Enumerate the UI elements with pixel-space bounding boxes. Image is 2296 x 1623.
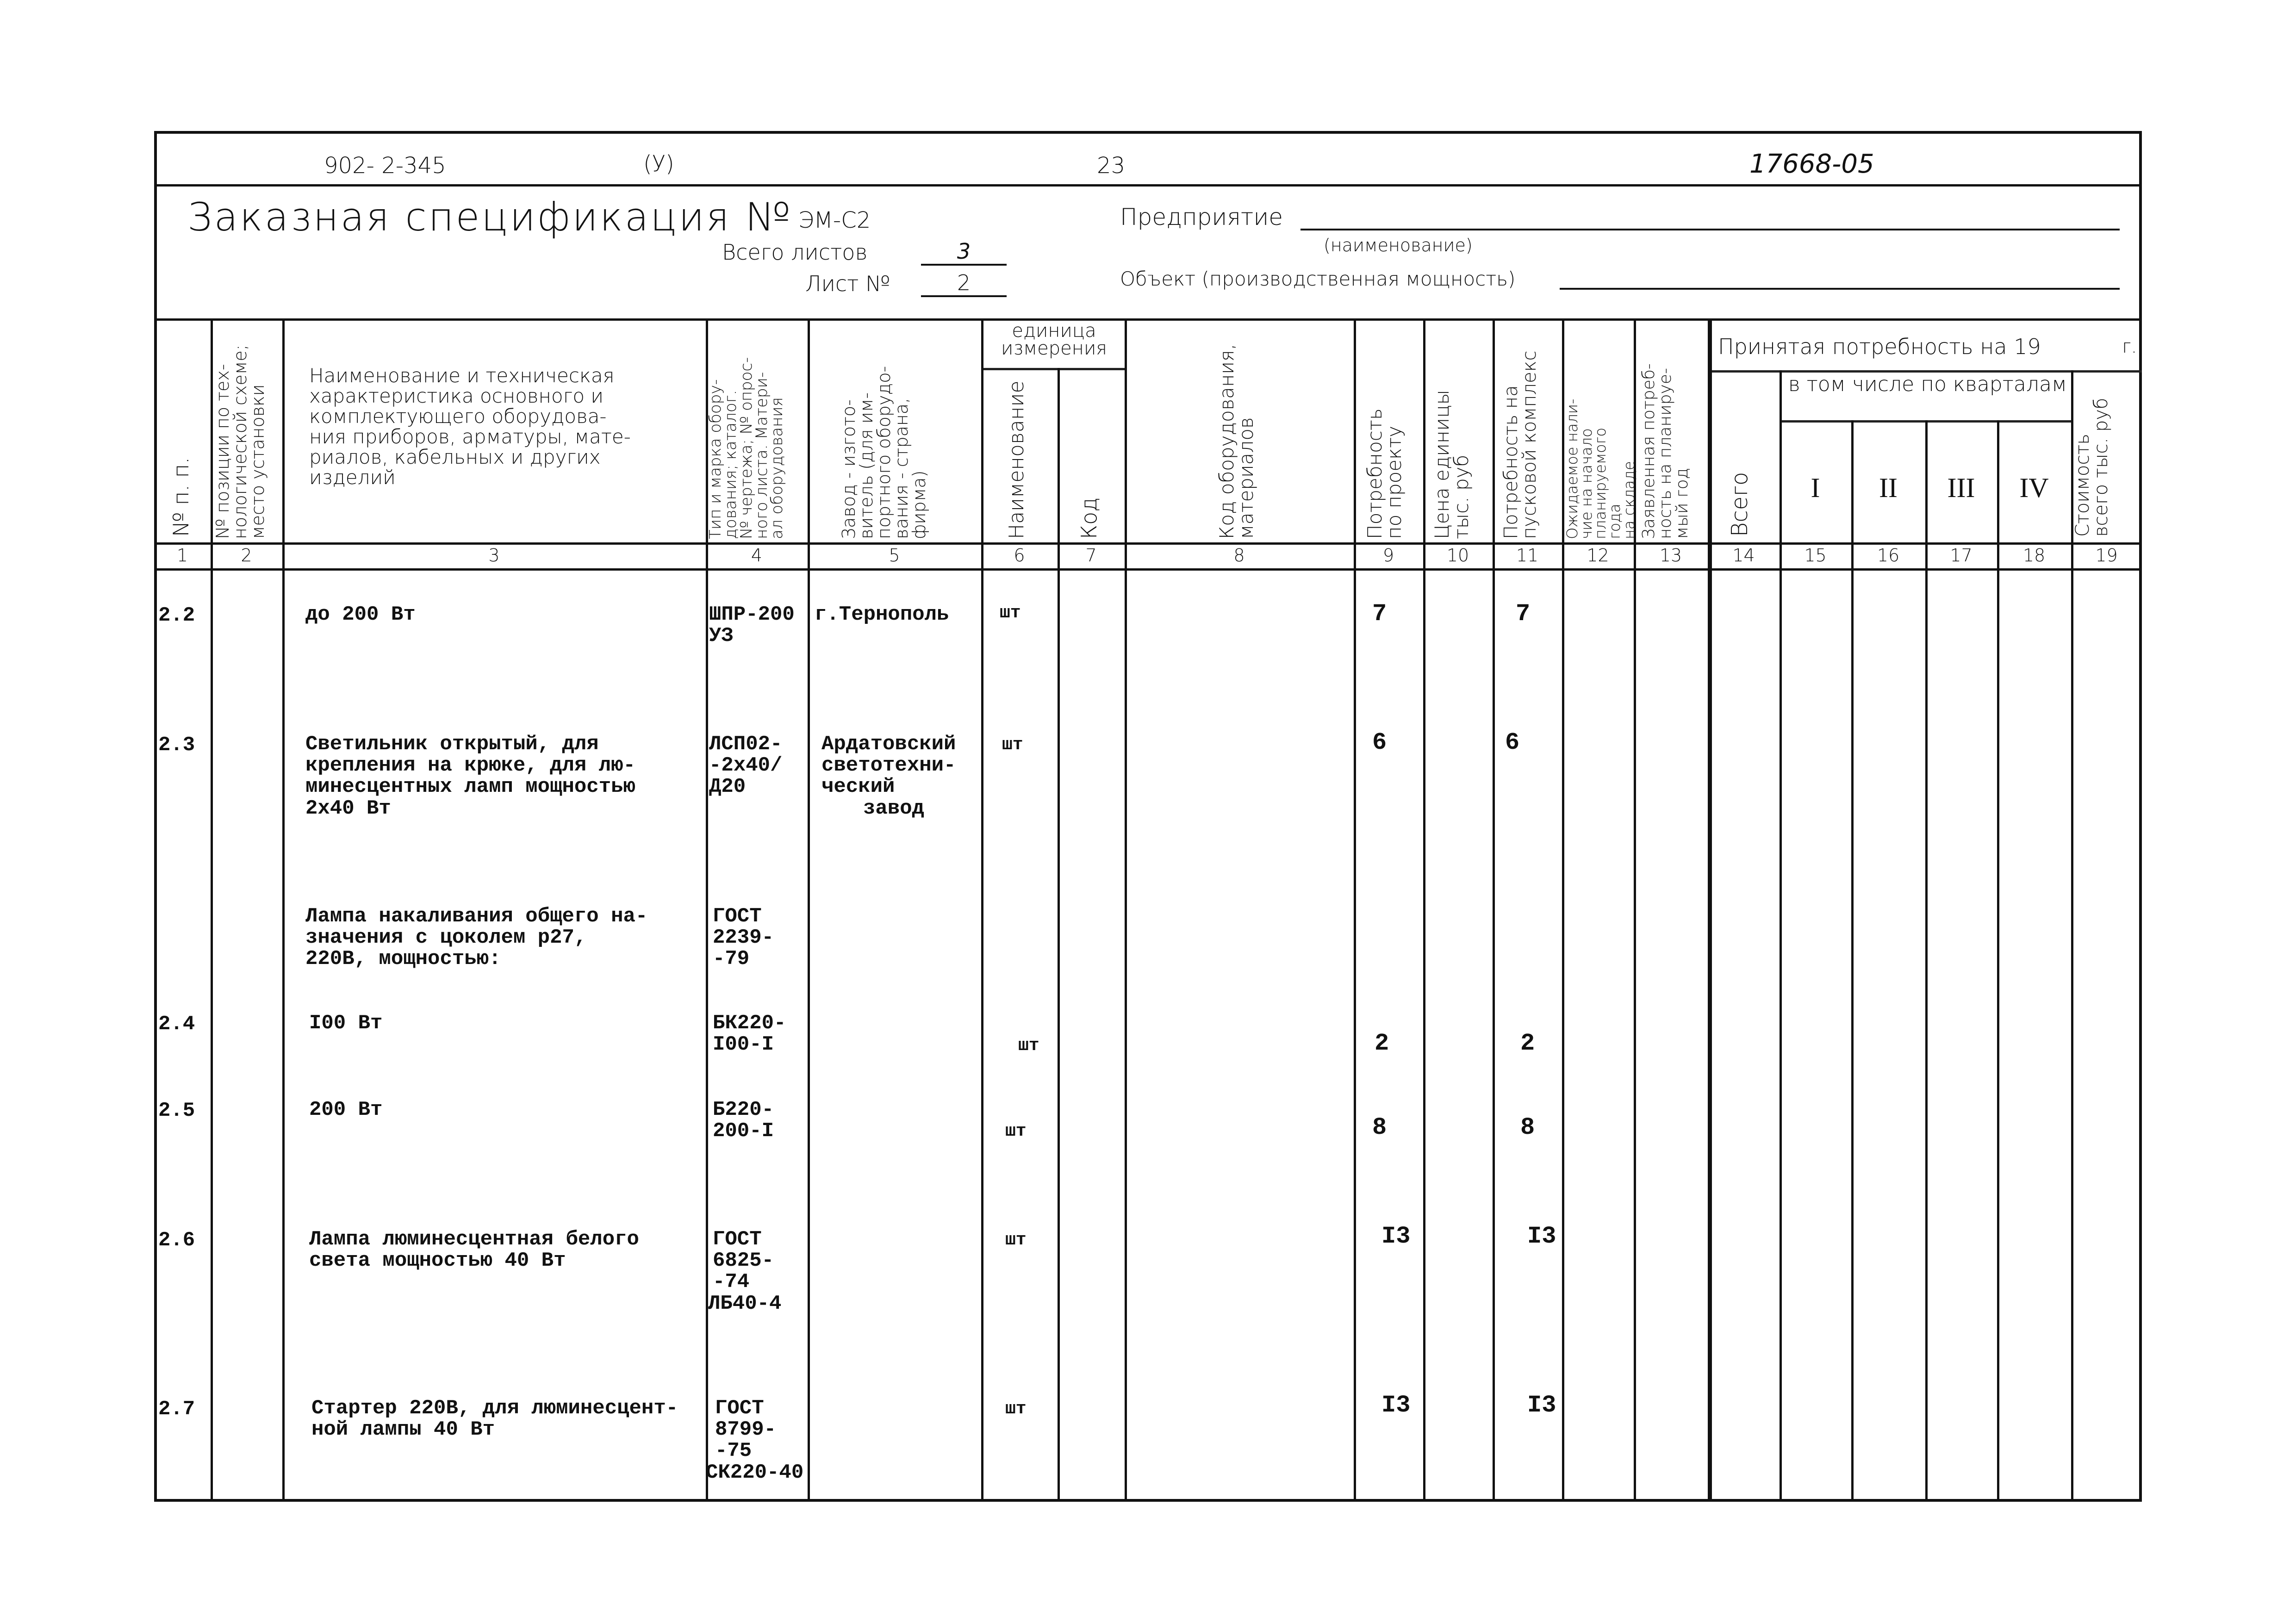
row-number: 2.5 [158, 1099, 195, 1122]
header-quarters: в том числе по кварталам [1788, 373, 2067, 396]
row-name: Лампа накаливания общего на- значения с цоколем р27, 220В, мощностью: [305, 905, 648, 971]
header-q3: III [1947, 473, 1975, 503]
row-type: ГОСТ 6825- -74 ЛБ40-4 [708, 1228, 782, 1315]
colnum: 17 [1950, 545, 1972, 566]
total-sheets-label: Всего листов [722, 240, 868, 265]
header-col7: Код [1076, 497, 1101, 539]
row-type: Б220- 200-I [713, 1098, 774, 1143]
header-col2: № позиции по тех- нологической схеме; место установки [212, 344, 268, 539]
row-type: ГОСТ 2239- -79 [713, 905, 774, 971]
page-title: Заказная спецификация № [187, 194, 792, 240]
header-accepted: Принятая потребность на 19 [1718, 334, 2041, 359]
header-col13: Заявленная потреб- ность на планируе- мый год [1639, 363, 1692, 539]
col-line [981, 318, 983, 1502]
col-line [1354, 318, 1356, 1502]
row-unit: шт [1002, 735, 1023, 755]
row-type: ЛСП02- -2х40/ Д20 [709, 733, 783, 799]
colnum: 5 [889, 545, 900, 566]
header-q2: II [1879, 473, 1898, 503]
sheet-label: Лист № [805, 271, 890, 296]
object-line [1560, 288, 2120, 290]
colnum: 9 [1382, 545, 1394, 566]
divider [154, 184, 2142, 187]
total-sheets-value: 3 [921, 239, 1007, 266]
row-name: Стартер 220В, для люминесцент- ной лампы 40 Вт [311, 1397, 678, 1442]
colnum: 18 [2022, 545, 2046, 566]
col-line [1058, 368, 1060, 1502]
row-need: I3 [1381, 1223, 1411, 1250]
row-pusk: 7 [1516, 600, 1531, 628]
row-unit: шт [1005, 1121, 1027, 1141]
header-col5: Завод - изгото- витель (для им- портного оборудо- вания - страна, фирма) [839, 366, 929, 539]
row-number: 2.6 [158, 1229, 195, 1252]
col-line [2071, 370, 2073, 1502]
col-line [282, 318, 285, 1502]
header-col12: Ожидаемое нали- чие на начало планируемого года на складе [1563, 398, 1638, 539]
row-name: I00 Вт [309, 1012, 383, 1035]
enterprise-label: Предприятие [1120, 204, 1283, 230]
row-pusk: 2 [1520, 1030, 1535, 1057]
doc-letter: (У) [643, 151, 674, 177]
row-name: до 200 Вт [305, 603, 416, 626]
col-line [1851, 420, 1854, 1502]
colnum: 8 [1233, 545, 1245, 566]
object-label: Объект (производственная мощность) [1120, 267, 1516, 290]
col-line [1125, 318, 1127, 1502]
enterprise-hint: (наименование) [1324, 235, 1473, 255]
colnum: 2 [241, 545, 252, 566]
row-type: ШПР-200 УЗ [709, 603, 795, 648]
row-number: 2.7 [158, 1398, 195, 1421]
header-top-line [154, 318, 2142, 321]
col-line [1493, 318, 1495, 1502]
row-need: 8 [1372, 1114, 1387, 1141]
header-col10: Цена единицы тыс. руб [1431, 390, 1473, 539]
header-unit-group: единица измерения [1001, 320, 1107, 359]
page-number: 23 [1097, 153, 1126, 179]
row-need: I3 [1381, 1392, 1411, 1419]
colnum: 19 [2095, 545, 2118, 566]
header-accepted-suffix: г. [2122, 336, 2137, 357]
colnum-bottom-line [154, 568, 2142, 571]
row-name: 200 Вт [309, 1098, 383, 1121]
inventory-number: 17668-05 [1749, 149, 1874, 179]
colnum: 11 [1516, 545, 1539, 566]
sheet-value: 2 [921, 270, 1007, 297]
colnum: 10 [1446, 545, 1469, 566]
enterprise-line [1300, 229, 2120, 230]
col-line [1997, 420, 1999, 1502]
colnum: 14 [1732, 545, 1755, 566]
row-unit: шт [1018, 1036, 1039, 1056]
header-col4: Тип и марка обору- дования; каталог. № чертежа; № опрос- ного листа. Матери- ал оборудования [706, 357, 787, 539]
row-pusk: 8 [1520, 1114, 1535, 1141]
unit-group-line [981, 368, 1125, 370]
row-unit: шт [1005, 1230, 1027, 1250]
row-type: БК220- I00-I [713, 1012, 786, 1057]
col-line [808, 318, 810, 1502]
row-maker: г.Тернополь [815, 603, 949, 626]
row-pusk: I3 [1527, 1392, 1556, 1419]
header-col8: Код оборудования, материалов [1215, 343, 1257, 539]
header-bottom-line [154, 542, 2142, 545]
col-line [1708, 318, 1712, 1502]
row-pusk: 6 [1505, 729, 1520, 756]
row-maker: Ардатовский светотехни- ческий завод [821, 733, 956, 820]
colnum: 1 [176, 545, 188, 566]
header-col19: Стоимость всего тыс. руб [2072, 398, 2112, 537]
row-need: 6 [1372, 729, 1387, 756]
row-number: 2.3 [158, 734, 195, 757]
row-pusk: I3 [1527, 1223, 1556, 1250]
header-col9: Потребность по проекту [1363, 408, 1406, 539]
colnum: 3 [488, 545, 500, 566]
row-number: 2.2 [158, 604, 195, 627]
colnum: 12 [1587, 545, 1609, 566]
row-type: ГОСТ 8799- -75 СК220-40 [706, 1397, 804, 1484]
header-col1: № п. п. [168, 457, 193, 537]
header-col3: Наименование и техническая характеристика основного и комплектующего оборудова- ния приборов, арматуры, мате- риалов, кабельных и других изделий [309, 364, 631, 489]
header-col14: Всего [1727, 472, 1753, 537]
col-line [1423, 318, 1425, 1502]
spec-number: ЭМ-С2 [798, 207, 871, 233]
colnum: 15 [1804, 545, 1827, 566]
colnum: 13 [1659, 545, 1682, 566]
colnum: 16 [1877, 545, 1900, 566]
row-number: 2.4 [158, 1013, 195, 1036]
row-name: Светильник открытый, для крепления на крюке, для лю- минесцентных ламп мощностью 2х40 Вт [305, 733, 635, 820]
row-unit: шт [1005, 1399, 1027, 1419]
colnum: 4 [751, 545, 763, 566]
col-line [1925, 420, 1928, 1502]
col-line [1780, 370, 1782, 1502]
doc-code: 902- 2-345 [324, 153, 446, 179]
colnum: 7 [1085, 545, 1097, 566]
header-col6: Наименование [1005, 380, 1028, 539]
header-q4: IV [2019, 473, 2049, 503]
row-need: 2 [1375, 1030, 1389, 1057]
row-unit: шт [1000, 603, 1021, 623]
header-col11: Потребность на пусковой комплекс [1500, 350, 1540, 539]
row-name: Лампа люминесцентная белого света мощностью 40 Вт [309, 1228, 639, 1273]
header-q1: I [1811, 473, 1820, 503]
colnum: 6 [1014, 545, 1025, 566]
row-need: 7 [1372, 600, 1387, 628]
